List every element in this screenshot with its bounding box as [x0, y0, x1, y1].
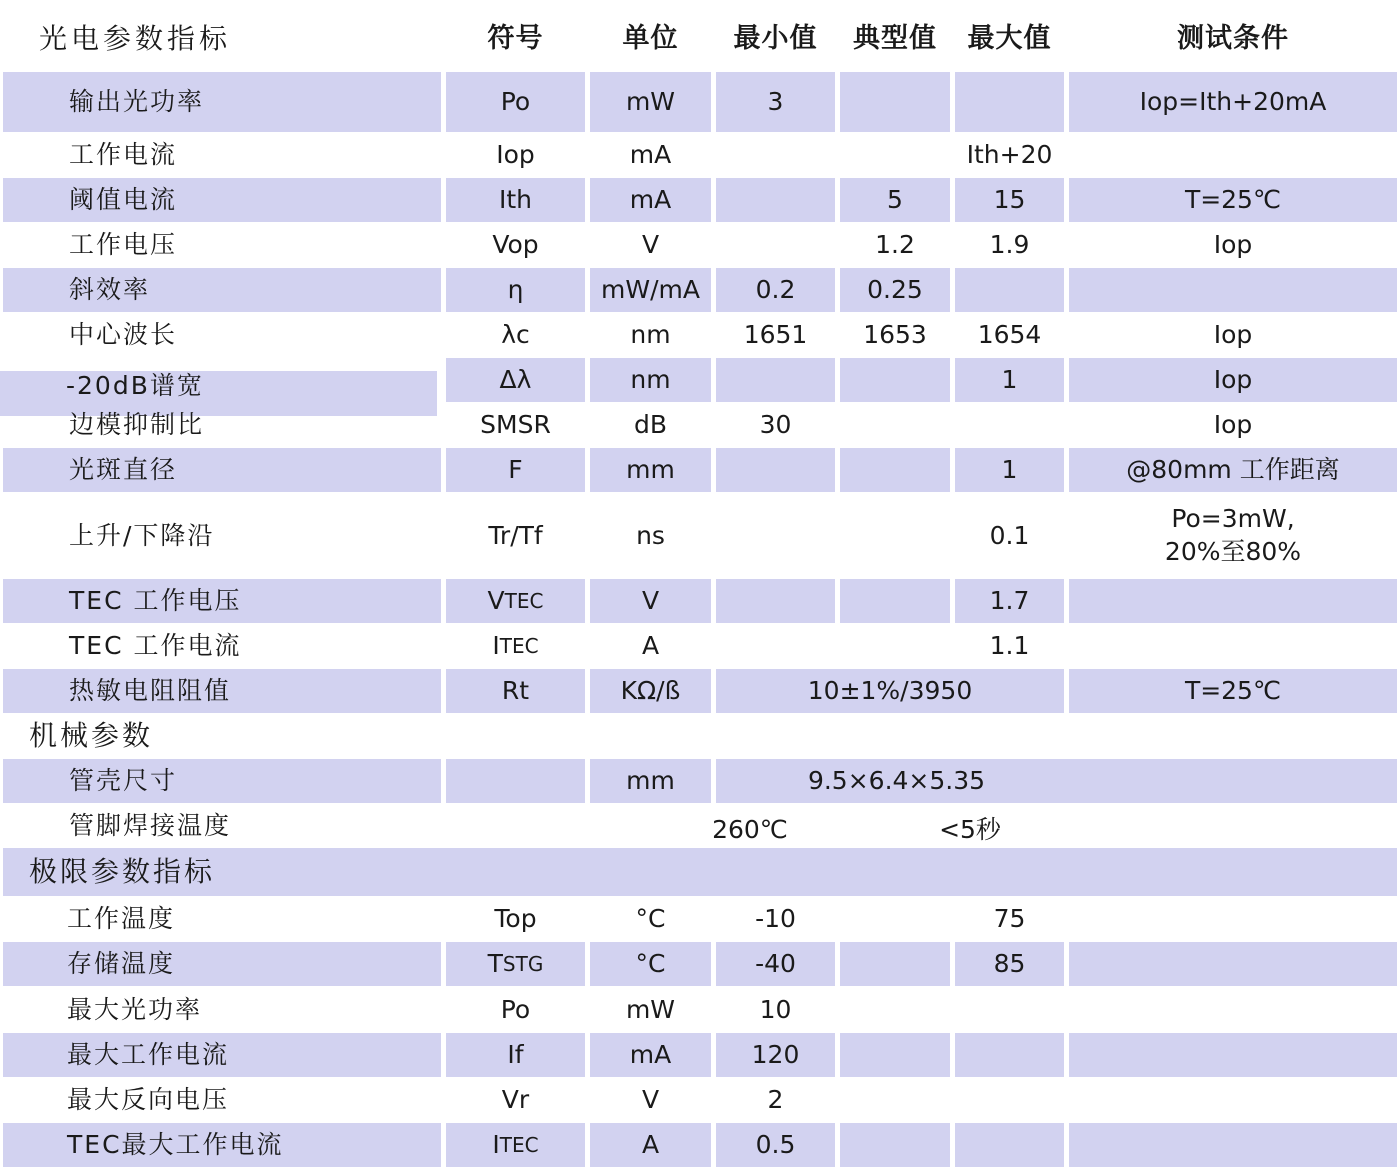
condition-cell — [1069, 579, 1397, 623]
unit-cell: mA — [629, 140, 672, 169]
section-title-mechanical: 机械参数 — [29, 719, 154, 753]
typ-cell — [840, 1033, 950, 1077]
max-cell: 0.1 — [989, 520, 1030, 550]
symbol-text: Po — [500, 994, 531, 1024]
unit-cell: mW/mA — [590, 268, 711, 312]
condition-cell — [1069, 624, 1397, 668]
typ-cell: 5 — [840, 178, 950, 222]
unit-cell: dB — [633, 410, 668, 439]
symbol-cell — [446, 1033, 585, 1077]
min-cell — [716, 223, 835, 267]
symbol-text: Vr — [501, 1085, 530, 1114]
param-name: 管壳尺寸 — [3, 759, 441, 803]
symbol-text: Ith — [498, 185, 533, 214]
min-cell: 0.5 — [716, 1123, 835, 1167]
symbol-cell — [446, 403, 585, 447]
symbol-cell — [446, 759, 585, 803]
param-name: 存储温度 — [3, 942, 441, 986]
condition-cell — [1069, 942, 1397, 986]
typ-cell — [840, 942, 950, 986]
symbol-main: I — [492, 631, 500, 660]
condition-cell — [1069, 268, 1397, 312]
column-header: 符号 — [487, 22, 544, 54]
max-cell — [955, 72, 1064, 132]
symbol-text: Vop — [492, 230, 539, 259]
min-cell: 2 — [767, 1085, 784, 1114]
min-cell — [716, 178, 835, 222]
symbol-cell — [446, 223, 585, 267]
max-cell — [955, 268, 1064, 312]
symbol-cell — [446, 669, 585, 713]
symbol-cell — [446, 624, 585, 668]
unit-cell: nm — [630, 320, 671, 349]
param-name: 边模抑制比 — [69, 410, 205, 439]
condition-cell: Iop — [1213, 410, 1253, 439]
unit-cell: mA — [590, 1033, 711, 1077]
symbol-cell — [446, 1123, 585, 1167]
max-cell: 1.7 — [955, 579, 1064, 623]
column-header: 最小值 — [733, 22, 818, 54]
unit-cell: mA — [590, 178, 711, 222]
min-cell: 120 — [716, 1033, 835, 1077]
param-name: 中心波长 — [69, 320, 178, 349]
symbol-cell — [446, 358, 585, 402]
condition-cell: Iop — [1213, 230, 1253, 259]
symbol-text: SMSR — [480, 410, 551, 439]
unit-cell: °C — [590, 942, 711, 986]
min-cell — [716, 493, 835, 578]
max-cell: Ith+20 — [966, 140, 1053, 169]
symbol-text: F — [508, 455, 523, 484]
param-name: TEC 工作电流 — [69, 631, 242, 660]
min-cell — [716, 579, 835, 623]
condition-cell — [1069, 987, 1397, 1032]
min-cell: -40 — [716, 942, 835, 986]
condition-cell — [1069, 493, 1397, 578]
typ-cell: 0.25 — [840, 268, 950, 312]
unit-cell: V — [641, 230, 660, 259]
symbol-text: Top — [494, 904, 537, 933]
section-title-electro-optical: 光电参数指标 — [39, 22, 232, 56]
condition-cell: T=25℃ — [1069, 178, 1397, 222]
symbol-text: Po — [500, 87, 531, 116]
unit-cell: mW — [625, 994, 676, 1024]
unit-cell: ns — [636, 520, 665, 550]
min-cell: 3 — [716, 72, 835, 132]
symbol-text: Tr/Tf — [488, 520, 543, 550]
typ-cell — [840, 133, 950, 177]
unit-cell: V — [641, 1085, 660, 1114]
max-cell: 15 — [955, 178, 1064, 222]
condition-cell: @80mm 工作距离 — [1069, 448, 1397, 492]
symbol-cell — [446, 1078, 585, 1122]
min-cell: 0.2 — [716, 268, 835, 312]
symbol-cell — [446, 942, 585, 986]
symbol-subscript: TEC — [499, 634, 539, 658]
param-name: 上升/下降沿 — [69, 520, 215, 550]
param-name: 阈值电流 — [3, 178, 441, 222]
param-name: 斜效率 — [3, 268, 441, 312]
column-header: 典型值 — [853, 22, 937, 54]
param-name: 工作电流 — [69, 140, 178, 169]
max-cell: 1 — [955, 358, 1064, 402]
unit-cell: V — [590, 579, 711, 623]
symbol-cell — [446, 313, 585, 357]
max-cell: 85 — [955, 942, 1064, 986]
column-header: 单位 — [622, 22, 679, 54]
unit-cell: °C — [635, 904, 666, 933]
unit-cell: A — [590, 1123, 711, 1167]
solder-time: <5秒 — [939, 815, 1001, 844]
symbol-main: T — [487, 949, 503, 978]
housing-dimensions: 9.5×6.4×5.35 — [716, 759, 1397, 803]
typ-cell — [840, 358, 950, 402]
symbol-text: Iop — [496, 140, 535, 169]
condition-line: 20%至80% — [1164, 536, 1302, 566]
max-cell — [955, 1123, 1064, 1167]
param-name: 光斑直径 — [3, 448, 441, 492]
typ-cell — [840, 579, 950, 623]
min-cell: -10 — [755, 904, 796, 933]
param-name: 输出光功率 — [3, 72, 441, 132]
condition-cell: T=25℃ — [1069, 669, 1397, 713]
typ-cell — [840, 624, 950, 668]
condition-cell — [1069, 133, 1397, 177]
typ-cell — [840, 1123, 950, 1167]
typ-cell — [840, 987, 950, 1032]
max-cell: 1 — [955, 448, 1064, 492]
symbol-cell — [446, 72, 585, 132]
condition-cell: Iop — [1213, 320, 1253, 349]
max-cell — [955, 1033, 1064, 1077]
symbol-text: λc — [501, 320, 530, 349]
unit-cell: mm — [590, 759, 711, 803]
max-cell — [955, 403, 1064, 447]
condition-cell — [1069, 1033, 1397, 1077]
symbol-subscript: TEC — [504, 589, 544, 613]
condition-cell — [1069, 1123, 1397, 1167]
min-cell — [716, 133, 835, 177]
condition-line: Po=3mW, — [1171, 504, 1295, 533]
param-name: 热敏电阻阻值 — [3, 669, 441, 713]
param-name: TEC最大工作电流 — [3, 1123, 441, 1167]
symbol-cell — [446, 268, 585, 312]
param-name: 工作温度 — [67, 904, 176, 933]
unit-cell: nm — [590, 358, 711, 402]
param-name: 最大反向电压 — [67, 1085, 230, 1114]
min-cell: 30 — [759, 410, 792, 439]
typ-cell — [840, 1078, 950, 1122]
min-cell: 1651 — [743, 320, 808, 349]
min-cell — [716, 624, 835, 668]
typ-cell: 1.2 — [875, 230, 915, 259]
typ-cell — [840, 897, 950, 941]
param-name: 最大光功率 — [67, 994, 203, 1024]
unit-cell: KΩ/ß — [590, 669, 711, 713]
symbol-text: If — [507, 1040, 524, 1069]
symbol-cell — [446, 133, 585, 177]
max-cell: 75 — [993, 904, 1026, 933]
param-name: TEC 工作电压 — [3, 579, 441, 623]
min-cell: 10 — [759, 994, 792, 1024]
unit-cell: mW — [590, 72, 711, 132]
typ-cell: 1653 — [863, 320, 927, 349]
value-cell-merged: 10±1%/3950 — [716, 669, 1064, 713]
param-name: -20dB谱宽 — [0, 371, 437, 416]
typ-cell — [840, 448, 950, 492]
param-name: 管脚焊接温度 — [69, 811, 232, 840]
column-header: 测试条件 — [1177, 22, 1289, 54]
condition-cell: Iop=Ith+20mA — [1069, 72, 1397, 132]
symbol-cell — [446, 493, 585, 578]
param-name: 最大工作电流 — [3, 1033, 441, 1077]
symbol-text: Rt — [501, 676, 530, 705]
symbol-main: I — [492, 1130, 500, 1159]
max-cell — [955, 987, 1064, 1032]
solder-temperature: 260℃ — [712, 815, 788, 844]
param-name: 工作电压 — [69, 230, 178, 259]
min-cell — [716, 448, 835, 492]
column-header: 最大值 — [967, 22, 1052, 54]
unit-cell: A — [641, 631, 660, 660]
symbol-cell — [446, 987, 585, 1032]
max-cell: 1.1 — [989, 631, 1030, 660]
section-title-limits: 极限参数指标 — [3, 848, 1397, 896]
symbol-cell — [446, 579, 585, 623]
typ-cell — [840, 493, 950, 578]
symbol-cell — [446, 897, 585, 941]
min-cell — [716, 358, 835, 402]
unit-cell: mm — [590, 448, 711, 492]
symbol-cell — [446, 178, 585, 222]
condition-cell: Iop — [1069, 358, 1397, 402]
symbol-subscript: STG — [502, 952, 544, 976]
symbol-cell — [446, 448, 585, 492]
symbol-main: V — [487, 586, 505, 615]
max-cell: 1654 — [977, 320, 1042, 349]
max-cell — [955, 1078, 1064, 1122]
max-cell: 1.9 — [989, 230, 1030, 259]
symbol-subscript: TEC — [499, 1133, 539, 1157]
typ-cell — [840, 72, 950, 132]
symbol-text: η — [507, 275, 524, 304]
symbol-text: Δλ — [499, 365, 532, 394]
typ-cell — [840, 403, 950, 447]
condition-cell — [1069, 897, 1397, 941]
condition-cell — [1069, 1078, 1397, 1122]
